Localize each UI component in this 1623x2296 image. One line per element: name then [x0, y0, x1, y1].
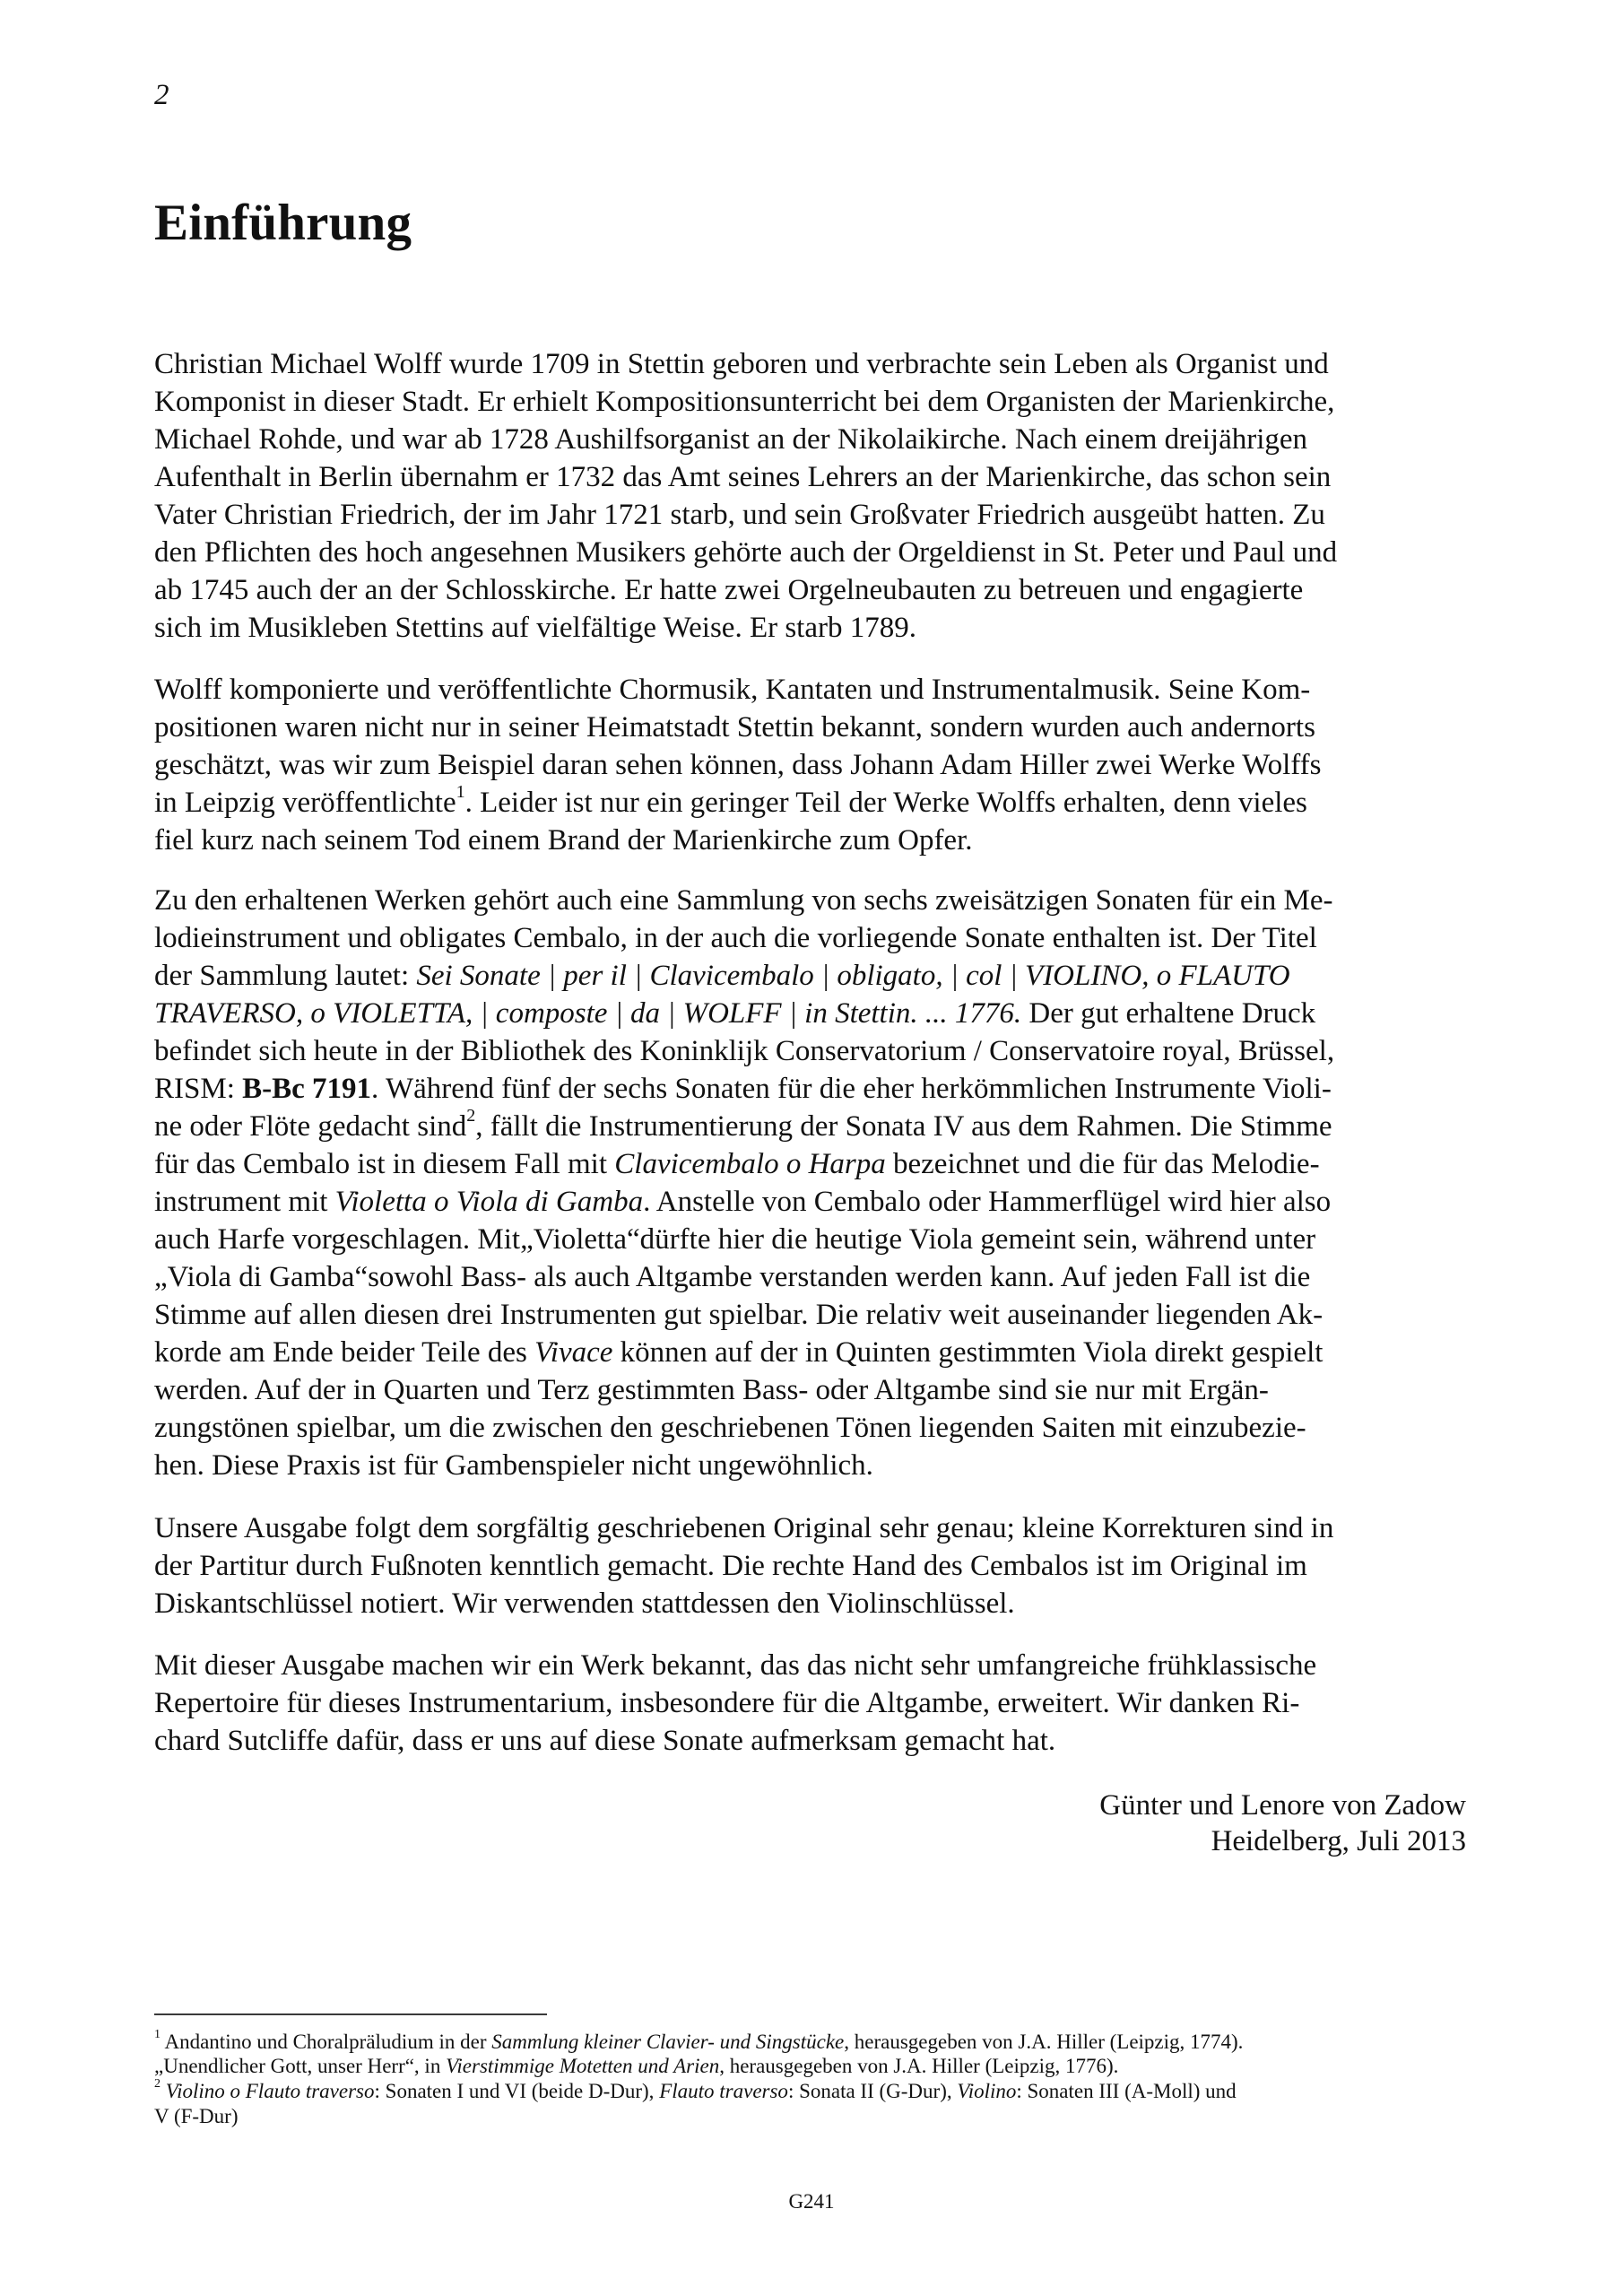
text-line	[154, 458, 1331, 496]
collection-title-italic: Sei Sonate | per il | Clavicembalo | obligato, | col | VIOLINO, o FLAUTO	[416, 960, 1290, 992]
text-segment: geschätzt, was wir zum Beispiel daran sehen können, dass Johann Adam Hiller zwei Werke Wolffs	[154, 749, 1322, 781]
text-segment: den Pflichten des hoch angesehnen Musikers gehörte auch der Orgeldienst in St. Peter und Paul und	[154, 536, 1338, 569]
text-segment: fiel kurz nach seinem Tod einem Brand der Marienkirche zum Opfer.	[154, 824, 973, 857]
text-segment: Mit dieser Ausgabe machen wir ein Werk bekannt, das das nicht sehr umfangreiche frühklassische	[154, 1649, 1317, 1682]
text-segment: Diskantschlüssel notiert. Wir verwenden stattdessen den Violinschlüssel.	[154, 1587, 1015, 1620]
text-line	[154, 1371, 1269, 1409]
text-segment: ab 1745 auch der an der Schlosskirche. Er hatte zwei Orgelneubauten zu betreuen und engagierte	[154, 574, 1304, 606]
text-segment: : Sonaten III (A-Moll) und	[1016, 2080, 1237, 2102]
text-segment: Der gut erhaltene Druck	[1021, 997, 1316, 1030]
text-segment: instrument mit	[154, 1186, 335, 1218]
text-line	[154, 1258, 1310, 1296]
signature-authors: Günter und Lenore von Zadow	[1099, 1789, 1466, 1822]
text-line	[154, 1447, 873, 1484]
text-line	[154, 1145, 1320, 1183]
italic-title: Vierstimmige Motetten und Arien	[446, 2055, 720, 2077]
text-segment: positionen waren nicht nur in seiner Heimatstadt Stettin bekannt, sondern wurden auch andernorts	[154, 711, 1315, 744]
text-segment: der Sammlung lautet:	[154, 960, 417, 992]
text-segment: korde am Ende beider Teile des	[154, 1336, 535, 1369]
text-segment: für das Cembalo ist in diesem Fall mit	[154, 1148, 615, 1180]
collection-title-italic: TRAVERSO, o VIOLETTA, | composte | da | WOLFF | in Stettin. ... 1776.	[154, 997, 1022, 1030]
text-line	[154, 1032, 1334, 1070]
text-line	[154, 1585, 1015, 1622]
text-segment: bezeichnet und die für das Melodie-	[885, 1148, 1320, 1180]
text-segment: der Partitur durch Fußnoten kenntlich gemacht. Die rechte Hand des Cembalos ist im Original im	[154, 1550, 1307, 1582]
text-segment: sich im Musikleben Stettins auf vielfältige Weise. Er starb 1789.	[154, 612, 916, 644]
text-segment: Repertoire für dieses Instrumentarium, insbesondere für die Altgambe, erweitert. Wir danken Ri-	[154, 1687, 1300, 1719]
text-segment: „Viola di Gamba“sowohl Bass- als auch Altgambe verstanden werden kann. Auf jeden Fall ist die	[154, 1261, 1311, 1293]
text-line	[154, 995, 1315, 1032]
italic-term: Violetta o Viola di Gamba	[334, 1186, 644, 1218]
text-line	[154, 1108, 1332, 1145]
text-segment: Unsere Ausgabe folgt dem sorgfältig geschriebenen Original sehr genau; kleine Korrekturen sind in	[154, 1512, 1334, 1544]
text-line	[154, 1409, 1306, 1447]
text-segment: befindet sich heute in der Bibliothek des Koninklijk Conservatorium / Conservatoire royal, Brüssel,	[154, 1035, 1335, 1067]
text-line	[154, 1722, 1055, 1760]
text-line	[154, 571, 1303, 609]
text-segment: „Unendlicher Gott, unser Herr“, in	[154, 2055, 447, 2077]
text-line	[154, 784, 1307, 822]
footnote-ref-2[interactable]: 2	[466, 1106, 476, 1126]
text-segment: lodieinstrument und obligates Cembalo, in der auch die vorliegende Sonate enthalten ist. Der Titel	[154, 922, 1317, 954]
text-line	[154, 1221, 1315, 1258]
text-line	[154, 609, 916, 647]
text-segment: zungstönen spielbar, um die zwischen den geschriebenen Tönen liegenden Saiten mit einzubezie-	[154, 1412, 1306, 1444]
text-segment: , herausgegeben von J.A. Hiller (Leipzig, 1774).	[844, 2031, 1244, 2053]
text-line	[154, 1334, 1323, 1371]
text-line	[154, 534, 1337, 571]
text-segment: RISM:	[154, 1073, 243, 1105]
text-segment: Komponist in dieser Stadt. Er erhielt Kompositionsunterricht bei dem Organisten der Marienkirche,	[154, 386, 1335, 418]
text-line	[154, 1070, 1332, 1108]
page-title: Einführung	[154, 195, 412, 251]
text-line	[154, 822, 973, 859]
text-segment: . Während fünf der sechs Sonaten für die eher herkömmlichen Instrumente Violi-	[371, 1073, 1332, 1105]
italic-term: Violino	[957, 2080, 1017, 2102]
text-segment: , fällt die Instrumentierung der Sonata IV aus dem Rahmen. Die Stimme	[475, 1110, 1332, 1143]
footnote-1-line-1	[154, 2030, 1243, 2054]
text-line	[154, 1509, 1333, 1547]
italic-term: Violino o Flauto traverso	[165, 2080, 375, 2102]
text-segment: Christian Michael Wolff wurde 1709 in Stettin geboren und verbrachte sein Leben als Organist und	[154, 348, 1329, 380]
page-number: 2	[154, 79, 169, 111]
text-segment: werden. Auf der in Quarten und Terz gestimmten Bass- oder Altgambe sind sie nur mit Ergän-	[154, 1374, 1269, 1406]
footnote-2-line-2	[154, 2104, 238, 2128]
text-line	[154, 671, 1310, 709]
italic-term: Clavicembalo o Harpa	[614, 1148, 886, 1180]
text-line	[154, 957, 1290, 995]
text-segment: Aufenthalt in Berlin übernahm er 1732 das Amt seines Lehrers an der Marienkirche, das schon sein	[154, 461, 1332, 493]
text-segment: . Leider ist nur ein geringer Teil der Werke Wolffs erhalten, denn vieles	[464, 787, 1307, 819]
text-line	[154, 882, 1332, 919]
text-segment: V (F-Dur)	[154, 2105, 239, 2127]
text-segment: hen. Diese Praxis ist für Gambenspieler nicht ungewöhnlich.	[154, 1449, 873, 1482]
text-segment: Vater Christian Friedrich, der im Jahr 1721 starb, und sein Großvater Friedrich ausgeübt hatten. Zu	[154, 499, 1325, 531]
text-line	[154, 1547, 1307, 1585]
text-line	[154, 709, 1315, 746]
text-segment: Zu den erhaltenen Werken gehört auch eine Sammlung von sechs zweisätzigen Sonaten für ein Me-	[154, 884, 1333, 917]
text-segment: chard Sutcliffe dafür, dass er uns auf diese Sonate aufmerksam gemacht hat.	[154, 1725, 1056, 1757]
text-segment: können auf der in Quinten gestimmten Viola direkt gespielt	[612, 1336, 1324, 1369]
catalog-number: G241	[788, 2190, 835, 2213]
footnote-marker-1: 1	[154, 2028, 161, 2042]
text-line	[154, 1183, 1331, 1221]
text-segment: Wolff komponierte und veröffentlichte Chormusik, Kantaten und Instrumentalmusik. Seine Kom-	[154, 674, 1311, 706]
text-segment: . Anstelle von Cembalo oder Hammerflügel wird hier also	[643, 1186, 1332, 1218]
text-line	[154, 345, 1329, 383]
text-line	[154, 746, 1322, 784]
footnote-marker-2: 2	[154, 2077, 161, 2092]
text-line	[154, 421, 1307, 458]
text-line	[154, 383, 1334, 421]
signature-place-date: Heidelberg, Juli 2013	[1211, 1825, 1466, 1857]
italic-term: Flauto traverso	[659, 2080, 788, 2102]
text-segment: auch Harfe vorgeschlagen. Mit„Violetta“dürfte hier die heutige Viola gemeint sein, während unter	[154, 1223, 1316, 1256]
text-line	[154, 1684, 1299, 1722]
italic-title: Sammlung kleiner Clavier- und Singstücke	[491, 2031, 845, 2053]
text-segment: , herausgegeben von J.A. Hiller (Leipzig, 1776).	[719, 2055, 1119, 2077]
text-segment: in Leipzig veröffentlichte	[154, 787, 456, 819]
text-segment: Michael Rohde, und war ab 1728 Aushilfsorganist an der Nikolaikirche. Nach einem dreijährigen	[154, 423, 1308, 456]
footnote-1-line-2	[154, 2054, 1118, 2078]
text-line	[154, 1647, 1316, 1684]
rism-siglum-bold: B-Bc 7191	[242, 1073, 372, 1105]
text-line	[154, 919, 1317, 957]
text-segment: Andantino und Choralpräludium in der	[161, 2031, 492, 2053]
footnote-2-line-1	[154, 2079, 1237, 2103]
text-segment: : Sonaten I und VI (beide D-Dur),	[374, 2080, 660, 2102]
text-segment: Stimme auf allen diesen drei Instrumenten gut spielbar. Die relativ weit auseinander liegenden Ak-	[154, 1299, 1324, 1331]
text-line	[154, 1296, 1323, 1334]
text-segment: ne oder Flöte gedacht sind	[154, 1110, 467, 1143]
text-line	[154, 496, 1325, 534]
footnote-ref-1[interactable]: 1	[456, 782, 465, 802]
italic-term: Vivace	[534, 1336, 613, 1369]
footnote-separator	[154, 2013, 547, 2015]
text-segment: : Sonata II (G-Dur),	[787, 2080, 958, 2102]
